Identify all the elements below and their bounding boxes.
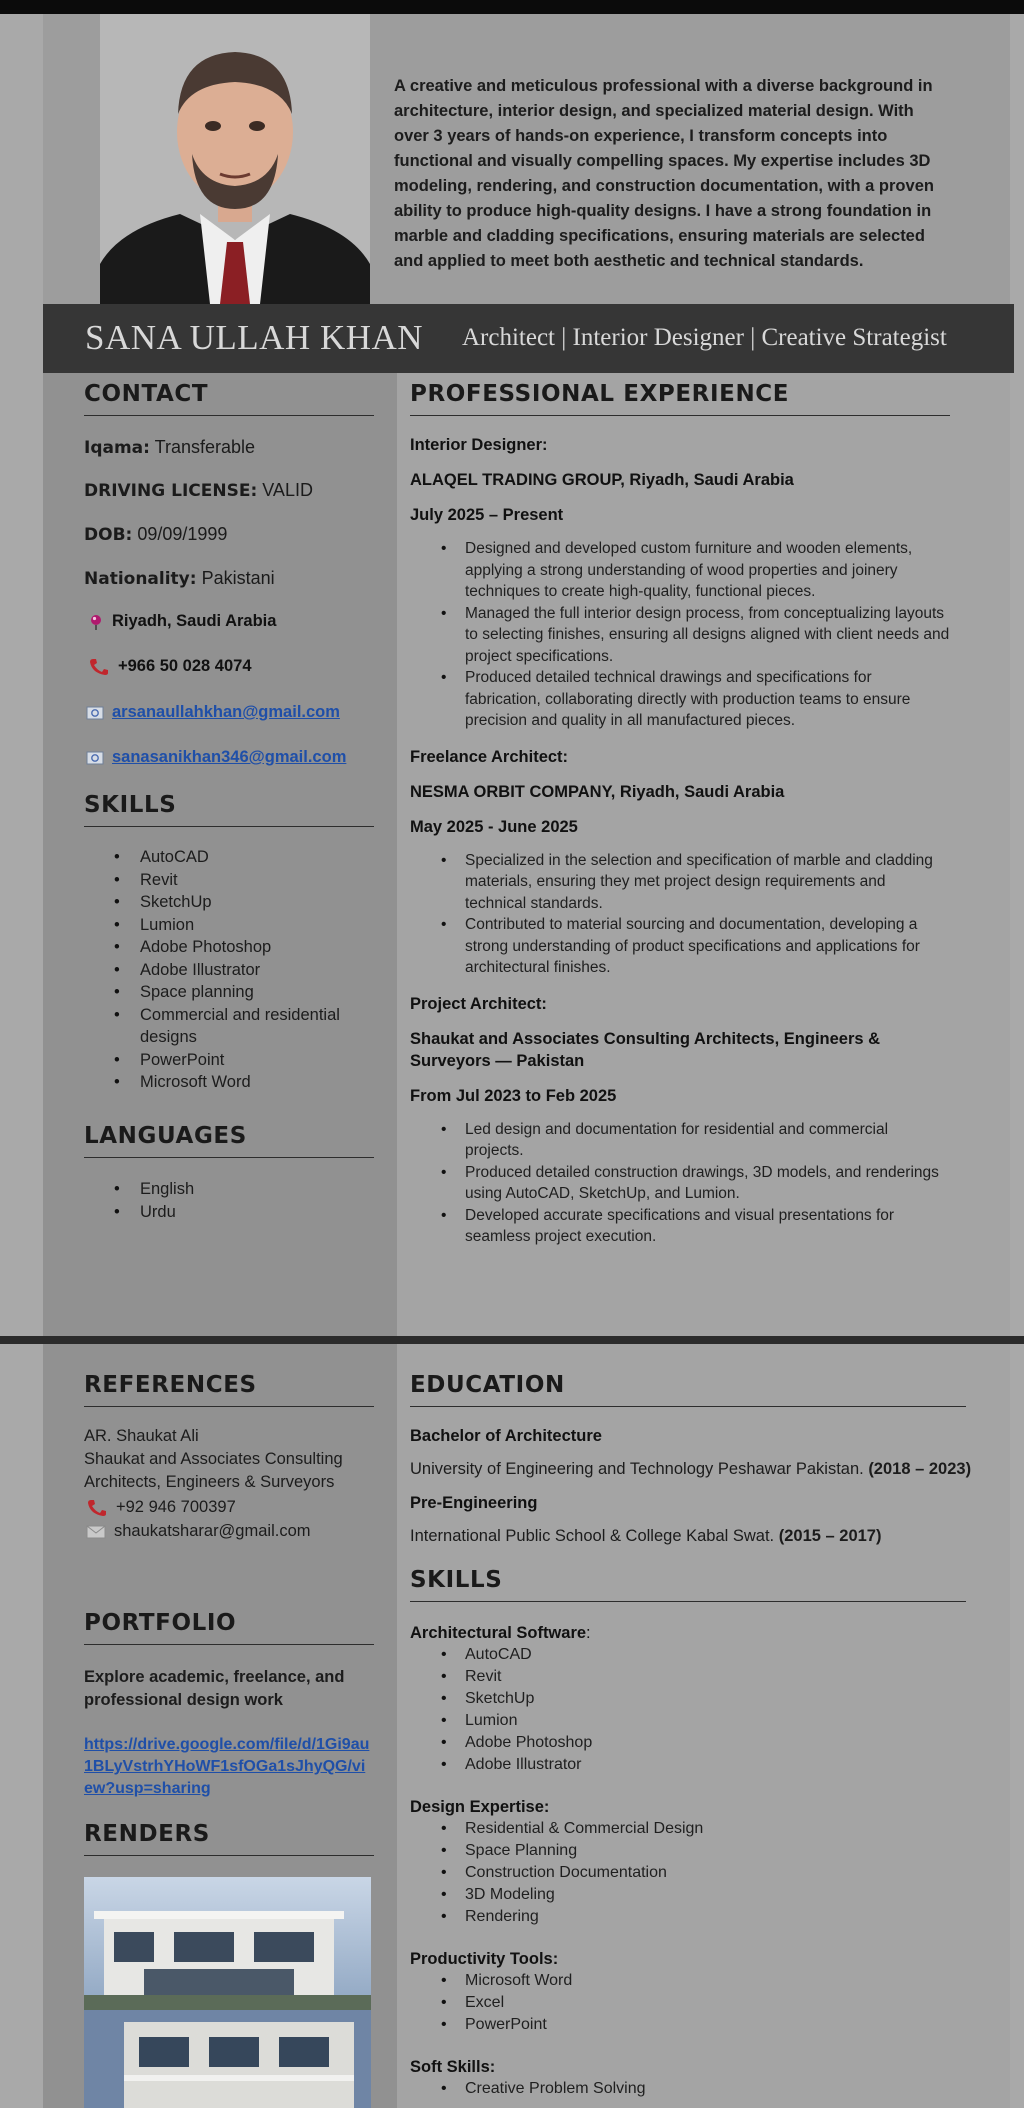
phone-icon xyxy=(88,658,110,676)
job-bullets xyxy=(410,850,950,979)
top-border xyxy=(0,0,1024,14)
job-role: Interior Designer: xyxy=(410,436,548,454)
years-2: (2015 – 2017) xyxy=(778,1527,882,1545)
job-role: Freelance Architect: xyxy=(410,747,569,766)
skill-group-item: • Microsoft Word xyxy=(410,1970,966,1992)
skill-group-title xyxy=(410,1622,966,1644)
nationality-label: Nationality: xyxy=(84,569,197,589)
portfolio-heading: PORTFOLIO xyxy=(84,1610,374,1645)
skill-group-title: Productivity Tools: xyxy=(410,1950,559,1968)
job-bullet: • Developed accurate specifications and visual presentations for seamless project execution. xyxy=(410,1205,950,1248)
skill-group-title: Soft Skills: xyxy=(410,2058,496,2076)
education-line-1 xyxy=(410,1458,971,1481)
school-1: University of Engineering and Technology Peshawar Pakistan. xyxy=(410,1460,864,1478)
dob-line xyxy=(84,524,227,545)
language-item: • Urdu xyxy=(84,1201,374,1224)
education-line-2 xyxy=(410,1525,881,1548)
phone-text: +966 50 028 4074 xyxy=(118,657,252,675)
dob-label: DOB: xyxy=(84,525,133,545)
skill-item: • Lumion xyxy=(84,914,374,937)
skill-item: • Revit xyxy=(84,869,374,892)
page-divider xyxy=(0,1336,1024,1344)
email-line-2 xyxy=(86,747,346,767)
job-company: NESMA ORBIT COMPANY, Riyadh, Saudi Arabia xyxy=(410,782,785,801)
skill-group-list xyxy=(410,2078,966,2100)
job-bullet: • Led design and documentation for residential and commercial projects. xyxy=(410,1119,950,1162)
render-images xyxy=(84,1877,371,2108)
house-render-image xyxy=(84,1877,371,2108)
iqama-line xyxy=(84,437,255,458)
skill-group-item: • Revit xyxy=(410,1666,966,1688)
reference-email: shaukatsharar@gmail.com xyxy=(114,1522,311,1540)
skill-group-list xyxy=(410,1970,966,2036)
professional-titles: Architect | Interior Designer | Creative Strategist xyxy=(462,324,947,351)
phone-icon xyxy=(86,1499,108,1517)
location-text: Riyadh, Saudi Arabia xyxy=(112,612,277,630)
skill-group-item: • PowerPoint xyxy=(410,2014,966,2036)
languages-heading: LANGUAGES xyxy=(84,1123,374,1158)
nationality-line xyxy=(84,568,275,589)
languages-list xyxy=(84,1178,374,1223)
dob-value: 09/09/1999 xyxy=(137,524,228,544)
skill-group-list xyxy=(410,1818,966,1928)
skill-item: • Adobe Photoshop xyxy=(84,936,374,959)
school-2: International Public School & College Kabal Swat. xyxy=(410,1527,775,1545)
job-bullet: • Produced detailed technical drawings and specifications for fabrication, collaborating directly with production teams to ensure precision and quality in all manufactured pieces. xyxy=(410,667,950,732)
job-company: ALAQEL TRADING GROUP, Riyadh, Saudi Arabia xyxy=(410,471,794,489)
email-link-2[interactable]: sanasanikhan346@gmail.com xyxy=(112,748,347,766)
iqama-label: Iqama: xyxy=(84,438,150,458)
job-bullet: • Produced detailed construction drawings, 3D models, and renderings using AutoCAD, SketchUp, and Lumion. xyxy=(410,1162,950,1205)
portfolio-text: Explore academic, freelance, and professional design work xyxy=(84,1668,345,1709)
iqama-value: Transferable xyxy=(154,437,256,457)
license-label: DRIVING LICENSE: xyxy=(84,481,258,501)
contact-heading: CONTACT xyxy=(84,381,374,416)
experience-heading: PROFESSIONAL EXPERIENCE xyxy=(410,381,950,416)
degree-2: Pre-Engineering xyxy=(410,1494,538,1512)
skill-item: • Commercial and residential designs xyxy=(84,1004,374,1049)
job-role: Project Architect: xyxy=(410,994,547,1013)
skill-item: • AutoCAD xyxy=(84,846,374,869)
skill-group-item: • Excel xyxy=(410,1992,966,2014)
job-dates: May 2025 - June 2025 xyxy=(410,817,578,836)
job-company: Shaukat and Associates Consulting Architects, Engineers & Surveyors — Pakistan xyxy=(410,1029,881,1070)
job-bullet: • Managed the full interior design process, from conceptualizing layouts to selecting finishes, ensuring all designs aligned with client needs and project specifications. xyxy=(410,603,950,668)
skill-item: • Adobe Illustrator xyxy=(84,959,374,982)
skill-group-item: • Adobe Photoshop xyxy=(410,1732,966,1754)
skill-group-item: • Space Planning xyxy=(410,1840,966,1862)
reference-name: AR. Shaukat Ali xyxy=(84,1427,199,1445)
skill-item: • PowerPoint xyxy=(84,1049,374,1072)
reference-phone: +92 946 700397 xyxy=(116,1498,236,1516)
renders-heading: RENDERS xyxy=(84,1821,374,1856)
language-item: • English xyxy=(84,1178,374,1201)
professional-summary: A creative and meticulous professional with a diverse background in architecture, interior design, and specialized material design. With over 3 years of hands-on experience, I transform concepts into functional and visually compelling spaces. My expertise includes 3D modeling, rendering, and construction documentation, with a proven ability to produce high-quality designs. I have a strong foundation in marble and cladding specifications, ensuring materials are selected and applied to meet both aesthetic and technical standards. xyxy=(394,77,934,270)
skill-group-item: • AutoCAD xyxy=(410,1644,966,1666)
email-icon xyxy=(86,751,104,765)
degree-1: Bachelor of Architecture xyxy=(410,1427,602,1445)
job-bullets xyxy=(410,1119,950,1248)
skill-group-title-suffix: : xyxy=(586,1624,591,1642)
job-dates: From Jul 2023 to Feb 2025 xyxy=(410,1086,617,1105)
skill-group-item: • 3D Modeling xyxy=(410,1884,966,1906)
portfolio-link[interactable]: https://drive.google.com/file/d/1Gi9au1BLyVstrhYHoWF1sfOGa1sJhyQG/view?usp=sharing xyxy=(84,1736,370,1797)
skills-groups xyxy=(410,1622,966,2100)
skill-group-title: Design Expertise: xyxy=(410,1798,550,1816)
skill-item: • Space planning xyxy=(84,981,374,1004)
years-1: (2018 – 2023) xyxy=(868,1460,972,1478)
skill-group-title-text: Architectural Software xyxy=(410,1624,587,1642)
envelope-icon xyxy=(86,1525,106,1539)
skills-heading-right: SKILLS xyxy=(410,1567,966,1602)
location-pin-icon xyxy=(88,613,104,631)
skill-group-item: • Rendering xyxy=(410,1906,966,1928)
nationality-value: Pakistani xyxy=(201,568,275,588)
email-line-1 xyxy=(86,702,340,722)
skill-group-item: • Residential & Commercial Design xyxy=(410,1818,966,1840)
job-dates: July 2025 – Present xyxy=(410,506,564,524)
skills-heading-left: SKILLS xyxy=(84,792,374,827)
education-heading: EDUCATION xyxy=(410,1372,966,1407)
reference-org: Shaukat and Associates Consulting Architects, Engineers & Surveyors xyxy=(84,1450,343,1491)
location-line xyxy=(88,612,276,631)
profile-photo xyxy=(100,14,370,304)
reference-phone-line xyxy=(86,1496,236,1519)
skills-list-left xyxy=(84,846,374,1094)
job-bullets xyxy=(410,538,950,732)
skill-item: • Microsoft Word xyxy=(84,1071,374,1094)
experience-section xyxy=(410,434,950,1248)
candidate-name: SANA ULLAH KHAN xyxy=(85,318,424,357)
license-value: VALID xyxy=(262,480,313,500)
skill-group-item: • SketchUp xyxy=(410,1688,966,1710)
job-bullet: • Designed and developed custom furniture and wooden elements, applying a strong understanding of wood properties and joinery techniques to create high-quality, functional pieces. xyxy=(410,538,950,603)
skill-item: • SketchUp xyxy=(84,891,374,914)
phone-line xyxy=(88,657,252,676)
skill-group-item: • Lumion xyxy=(410,1710,966,1732)
reference-email-line xyxy=(86,1520,311,1543)
skill-group-item: • Adobe Illustrator xyxy=(410,1754,966,1776)
skill-group-list xyxy=(410,1644,966,1776)
skill-group-item: • Construction Documentation xyxy=(410,1862,966,1884)
skill-group-item: • Creative Problem Solving xyxy=(410,2078,966,2100)
job-bullet: • Specialized in the selection and specification of marble and cladding materials, ensuring they met project design requirements and technical standards. xyxy=(410,850,950,915)
references-heading: REFERENCES xyxy=(84,1372,374,1407)
email-icon xyxy=(86,706,104,720)
email-link-1[interactable]: arsanaullahkhan@gmail.com xyxy=(112,703,340,721)
license-line xyxy=(84,480,313,501)
job-bullet: • Contributed to material sourcing and documentation, developing a strong understanding of product specifications and applications for architectural finishes. xyxy=(410,914,950,979)
